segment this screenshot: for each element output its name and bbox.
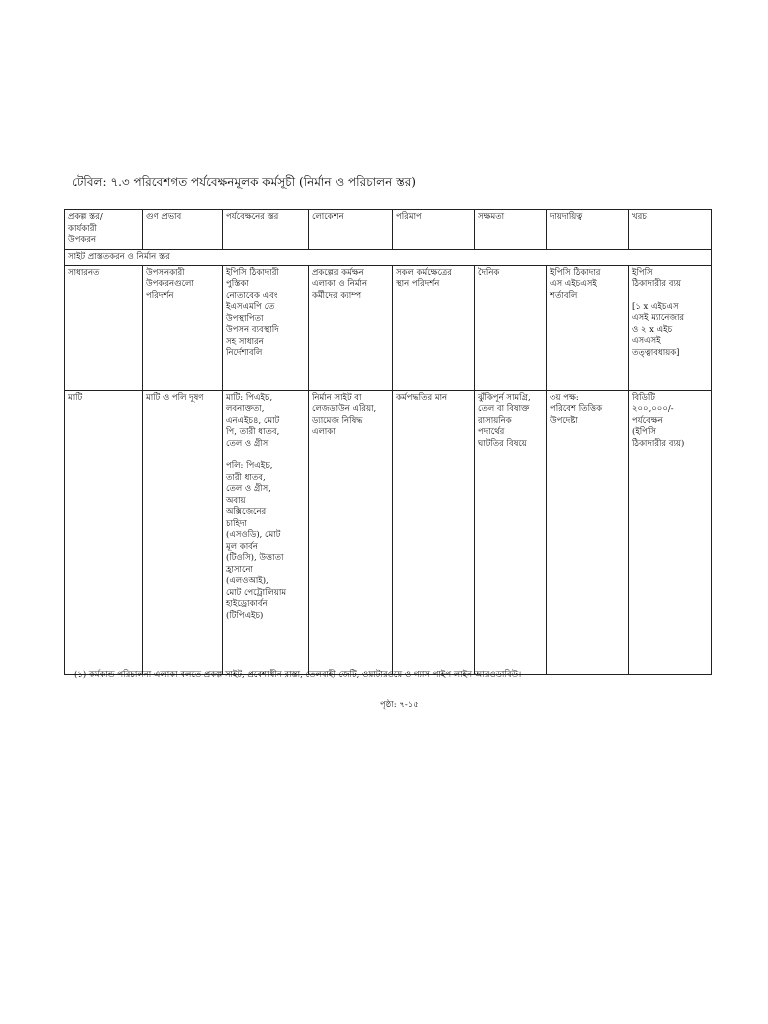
cell-line: ও ২ x এইচ: [632, 324, 673, 335]
table-cell: [309, 390, 393, 674]
cell-line: শর্তাবলি: [550, 290, 578, 301]
cell-spacer: [632, 291, 708, 302]
cell-line: ঠিকাদারীর ব্যয়: [632, 279, 682, 289]
header-cell: [629, 210, 712, 250]
cell-line: উপকরনগুলো: [146, 279, 194, 289]
header-line: সক্ষমতা: [478, 212, 505, 222]
cell-line: নির্দেশাবলি: [226, 348, 263, 358]
cell-line: নোতাবেক এবং: [226, 290, 278, 301]
cell-line: ইপিসি ঠিকাদার: [550, 267, 601, 278]
cell-line: [১ x এইচএস: [632, 301, 679, 312]
header-line: প্রকল্প স্তর/: [68, 212, 103, 222]
table-cell: [143, 265, 223, 390]
table-cell: [475, 265, 547, 390]
header-line: পরিমাপ: [396, 212, 422, 222]
monitoring-table: [64, 209, 712, 675]
cell-line: স্থান পরিদর্শন: [396, 279, 440, 289]
cell-line: এলাকা: [312, 427, 336, 437]
cell-line: হ্রাসানো: [226, 564, 253, 575]
cell-line: ২০০,০০০/-: [632, 404, 674, 414]
cell-line: ৩য় পক্ষ:: [550, 392, 579, 403]
header-line: খরচ: [632, 212, 647, 222]
cell-line: মাটি: [68, 392, 83, 403]
header-cell: [65, 210, 143, 250]
cell-line: (এসওডি), মোট: [226, 530, 281, 540]
table-cell: [475, 390, 547, 674]
cell-line: লবনাক্ততা,: [226, 404, 265, 414]
cell-line: প্রকল্পের কর্মক্ষন: [312, 267, 364, 278]
table-cell: [547, 265, 629, 390]
cell-line: উপদেষ্টা: [550, 415, 578, 426]
cell-line: তেল ও গ্রীস,: [226, 484, 271, 494]
cell-line: (টিওসি), উত্তাতা: [226, 553, 284, 563]
table-cell: [547, 390, 629, 674]
cell-line: ঘাটতির বিষয়ে: [478, 438, 527, 449]
cell-line: এস এইচএসই: [550, 279, 597, 289]
cell-line: চাহিদা: [226, 518, 247, 529]
section-row: [65, 249, 712, 265]
header-line: লোকেশন: [312, 212, 344, 222]
header-cell: [223, 210, 309, 250]
cell-line: পদার্থের: [478, 427, 505, 437]
header-cell: [547, 210, 629, 250]
table-cell: [393, 265, 475, 390]
cell-line: পি, তারী ধাতব,: [226, 427, 280, 437]
cell-line: ইএসএমপি তে: [226, 302, 275, 312]
header-line: উপকরন: [68, 235, 97, 245]
cell-line: তত্ত্বাবধায়ক]: [632, 347, 680, 358]
cell-line: রাসায়নিক: [478, 415, 512, 426]
table-row: [65, 265, 712, 390]
cell-line: এসএসই: [632, 336, 661, 346]
table-cell: [223, 265, 309, 390]
cell-line: মূল কার্বন: [226, 541, 258, 552]
table-cell: [143, 390, 223, 674]
cell-line: পরিদর্শন: [146, 290, 174, 301]
cell-line: সকল কর্মক্ষেত্রের: [396, 267, 452, 278]
cell-line: বিডিটি: [632, 392, 655, 403]
cell-line: মাটি: পিএইচ,: [226, 392, 273, 403]
table-cell: [309, 265, 393, 390]
cell-line: হাইড্রোকার্বন: [226, 599, 268, 609]
table-cell: [393, 390, 475, 674]
cell-line: উপসনকারী: [146, 267, 185, 278]
header-cell: [393, 210, 475, 250]
cell-line: পুস্তিকা: [226, 279, 249, 289]
cell-line: ঝুঁকিপূর্ন সামগ্রি,: [478, 392, 531, 403]
table-cell: [65, 390, 143, 674]
cell-line: এসই ম্যানেজার: [632, 313, 685, 323]
table-cell: [629, 265, 712, 390]
cell-line: উপস্থাপিতা: [226, 313, 264, 324]
cell-line: এলাকা ও নির্মান: [312, 279, 368, 289]
header-line: পর্যবেক্ষনের স্তর: [226, 212, 279, 222]
cell-line: তেল ও গ্রীস: [226, 438, 269, 449]
footnote: (১) কর্মকান্ড পরিচালনা এলাকা বলতে প্রকল্প সাইট, প্রবেশাধীন রাস্তা, তেলবাহী জেটি, ওয়াটারওয়ে ও গ্যাস পাইপ লাইন আরওডাবিউ।: [74, 670, 522, 680]
cell-line: কর্মপদ্ধতির মান: [396, 392, 448, 403]
cell-line: ঠিকাদারীর ব্যয়): [632, 438, 685, 449]
page-number: পৃষ্ঠা: ৭-১৫: [380, 700, 419, 710]
cell-line: অক্সিজেনের: [226, 507, 267, 517]
cell-line: ইপিসি: [632, 267, 653, 278]
header-cell: [475, 210, 547, 250]
cell-line: দৈনিক: [478, 267, 500, 278]
cell-line: (এলওআই),: [226, 576, 269, 586]
cell-line: পর্যবেক্ষন: [632, 415, 663, 426]
cell-line: (ইপিসি: [632, 427, 656, 437]
cell-line: পরিবেশ তিত্তিক: [550, 404, 603, 414]
cell-line: নির্মান সাইট বা: [312, 392, 362, 403]
section-label: সাইট প্রাস্ততকরন ও নির্মান স্তর: [65, 249, 712, 265]
cell-line: উপসন ব্যবস্থাদি: [226, 325, 279, 335]
cell-line: লেজডাউন এরিয়া,: [312, 404, 377, 414]
cell-line: অবায়: [226, 495, 246, 506]
cell-line: কর্মীদের ক্যাম্প: [312, 290, 362, 301]
header-row: [65, 210, 712, 250]
header-line: দায়দায়িত্ব: [550, 212, 583, 222]
cell-line: সাধারনত: [68, 267, 100, 278]
cell-line: এনএইচ৪, মোট: [226, 415, 280, 426]
cell-line: মাটি ও পলি দূষণ: [146, 392, 204, 403]
table-cell: [223, 390, 309, 674]
cell-line: (টিপিএইচ): [226, 610, 264, 621]
cell-line: তেল বা বিষাক্ত: [478, 404, 530, 414]
header-cell: [143, 210, 223, 250]
table-cell: [629, 390, 712, 674]
header-line: গুণ প্রভাব: [146, 212, 182, 222]
cell-spacer: [226, 450, 305, 461]
cell-line: ইপিসি ঠিকাদারী: [226, 267, 279, 278]
table-row: [65, 390, 712, 674]
table-cell: [65, 265, 143, 390]
cell-line: তারী ধাতব,: [226, 472, 266, 483]
table-title: টেবিল: ৭.৩ পরিবেশগত পর্যবেক্ষনমূলক কর্মসূচী (নির্মান ও পরিচালন স্তর): [72, 175, 416, 189]
header-line: কার্যকারী: [68, 223, 97, 234]
cell-line: ড্যামেজ নিষিদ্ধ: [312, 415, 363, 426]
cell-line: মোট পেট্রোলিয়াম: [226, 587, 287, 598]
cell-line: পলি: পিএইচ,: [226, 461, 273, 471]
cell-line: সহ সাধারন: [226, 336, 264, 347]
header-cell: [309, 210, 393, 250]
